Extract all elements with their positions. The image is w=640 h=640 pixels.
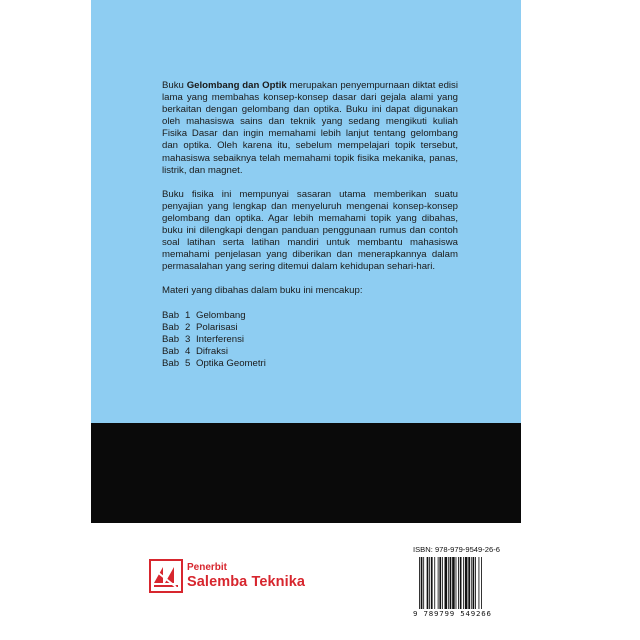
barcode-bar	[463, 557, 464, 609]
barcode-bar	[445, 557, 448, 609]
publisher-block	[149, 559, 319, 593]
salemba-logo-icon	[149, 559, 183, 593]
book-back-cover	[91, 0, 521, 640]
publisher-label: Penerbit	[187, 562, 228, 573]
barcode-bar	[421, 557, 423, 609]
barcode-bar	[456, 557, 457, 609]
barcode-bar	[481, 557, 482, 609]
barcode-bar	[429, 557, 430, 609]
barcode-digits: 9 789799 549266	[413, 609, 492, 618]
barcode-bar	[450, 557, 452, 609]
barcode-bar	[439, 557, 441, 609]
barcode-bar	[468, 557, 470, 609]
barcode-bar	[431, 557, 433, 609]
barcode-bar	[471, 557, 472, 609]
barcode-bar	[419, 557, 420, 609]
isbn-text: ISBN: 978-979-9549-26-6	[413, 545, 500, 554]
barcode-bar	[438, 557, 439, 609]
barcode-bar	[423, 557, 424, 609]
blurb	[162, 80, 458, 370]
blurb-paragraph-1: Buku Gelombang dan Optik merupakan penyempurnaan diktat edisi lama yang membahas konsep-konsep dasar dari gejala alami yang berkaitan dengan gelombang dan optika. Buku ini dapat digunakan oleh mahasiswa sains dan teknik yang sedang mengikuti kuliah Fisika Dasar dan ingin memahami lebih lanjut tentang gelombang dan optika. Oleh karena itu, sebelum mempelajari topik tersebut, mahasiswa sebaiknya telah memahami topik fisika mekanika, panas, listrik, dan magnet.	[162, 80, 458, 176]
barcode-bar	[465, 557, 468, 609]
chapter-item: Bab 4 Difraksi	[162, 345, 228, 357]
publisher-name: Salemba Teknika	[187, 574, 306, 590]
barcode-bar	[479, 557, 480, 609]
black-band	[91, 423, 521, 523]
barcode-bar	[452, 557, 455, 609]
blurb-paragraph-3: Materi yang dibahas dalam buku ini mencakup:	[162, 285, 363, 297]
book-title: Gelombang dan Optik	[186, 80, 287, 91]
chapter-item: Bab 1 Gelombang	[162, 309, 246, 321]
barcode-bar	[434, 557, 435, 609]
chapter-item: Bab 2 Polarisasi	[162, 321, 238, 333]
blurb-paragraph-2: Buku fisika ini mempunyai sasaran utama memberikan suatu penyajian yang lengkap dan menyeluruh mengenai konsep-konsep gelombang dan optika. Agar lebih memahami topik yang dibahas, buku ini dilengkapi dengan panduan penggunaan rumus dan contoh soal latihan serta latihan mandiri untuk membantu mahasiswa memahami penjelasan yang diberikan dan menerapkannya dalam permasalahan yang sering ditemui dalam kehidupan sehari-hari.	[162, 188, 458, 273]
barcode-bar	[473, 557, 475, 609]
barcode-bar	[448, 557, 449, 609]
chapter-item: Bab 3 Interferensi	[162, 333, 244, 345]
barcode-bar	[427, 557, 429, 609]
barcode-bar	[458, 557, 459, 609]
barcode-block	[413, 545, 509, 621]
chapter-item: Bab 5 Optika Geometri	[162, 357, 266, 369]
barcode-bar	[475, 557, 476, 609]
barcode-bar	[442, 557, 443, 609]
barcode-bar	[460, 557, 462, 609]
chapter-list	[162, 310, 458, 370]
barcode	[417, 557, 507, 609]
